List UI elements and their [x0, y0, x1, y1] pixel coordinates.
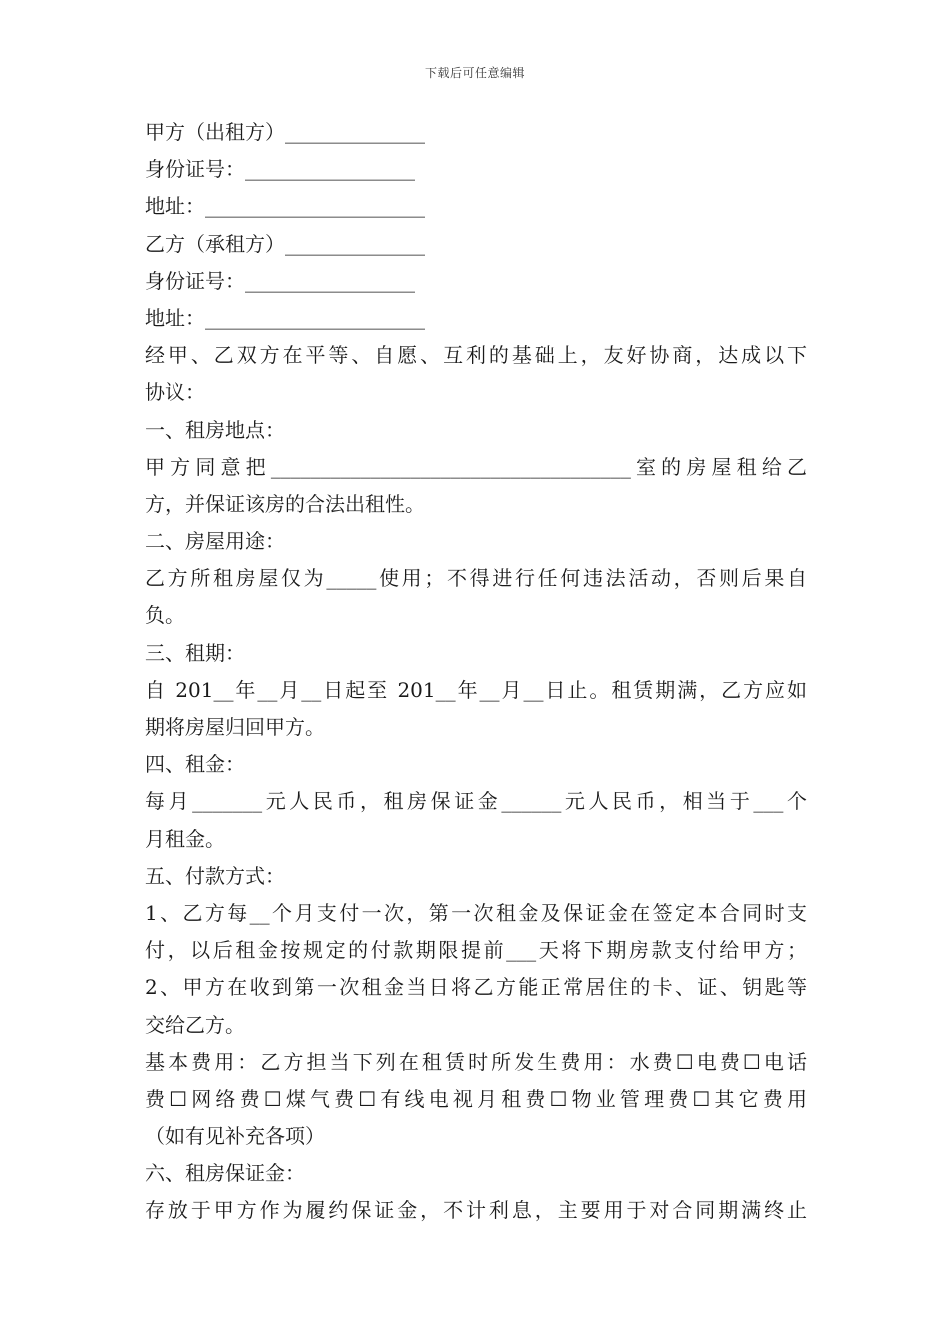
text-line: 2、甲方在收到第一次租金当日将乙方能正常居住的卡、证、钥匙等 [145, 975, 807, 1000]
text-line: 协议： [145, 380, 205, 405]
text-line: 身份证号：_________________ [145, 157, 415, 182]
text-line: 基本费用：乙方担当下列在租赁时所发生费用：水费☐电费☐电话 [145, 1049, 807, 1074]
text-line: 经甲、乙双方在平等、自愿、互利的基础上，友好协商，达成以下 [145, 343, 807, 368]
text-line: 每月_______元人民币，租房保证金______元人民币，相当于___个 [145, 789, 807, 814]
text-line: 1、乙方每__个月支付一次，第一次租金及保证金在签定本合同时支 [145, 900, 807, 925]
text-line: 四、租金： [145, 752, 245, 777]
text-line: 五、付款方式： [145, 863, 285, 888]
text-line: 自 201__年__月__日起至 201__年__月__日止。租赁期满，乙方应如 [145, 677, 807, 702]
text-line: 乙方所租房屋仅为_____使用；不得进行任何违法活动，否则后果自 [145, 566, 807, 591]
text-line: 乙方（承租方）______________ [145, 231, 425, 256]
text-line: 一、租房地点： [145, 417, 285, 442]
text-line: 三、租期： [145, 640, 245, 665]
text-line: 地址：______________________ [145, 194, 425, 219]
text-line: 期将房屋归回甲方。 [145, 715, 325, 739]
text-line: 地址：______________________ [145, 305, 425, 330]
text-line: 方，并保证该房的合法出租性。 [145, 491, 425, 516]
text-line: （如有见补充各项） [145, 1124, 325, 1149]
text-line: 六、租房保证金： [145, 1161, 305, 1186]
text-line: 二、房屋用途： [145, 529, 285, 554]
text-line: 交给乙方。 [145, 1012, 245, 1037]
text-line: 付，以后租金按规定的付款期限提前___天将下期房款支付给甲方； [145, 938, 807, 963]
text-line: 存放于甲方作为履约保证金，不计利息，主要用于对合同期满终止 [145, 1198, 807, 1223]
page-header: 下载后可任意编辑 [424, 66, 525, 80]
text-line: 甲方同意把____________________________________室的房屋租给乙 [145, 454, 807, 479]
text-line: 甲方（出租方）______________ [145, 120, 425, 144]
text-line: 月租金。 [145, 826, 225, 851]
text-line: 身份证号：_________________ [145, 268, 415, 293]
text-line: 费☐网络费☐煤气费☐有线电视月租费☐物业管理费☐其它费用 [145, 1086, 807, 1111]
document-body [145, 114, 807, 1230]
text-line: 负。 [145, 603, 185, 628]
